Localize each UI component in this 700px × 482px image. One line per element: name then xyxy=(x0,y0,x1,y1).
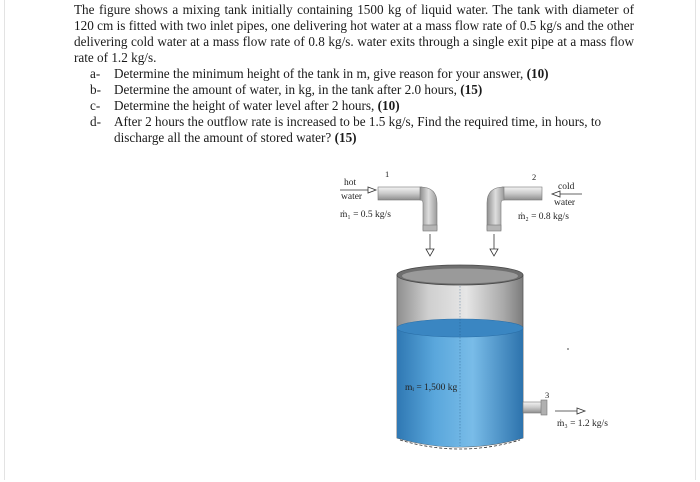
inlet-1-flow-rate: ṁ₁ = 0.5 kg/s xyxy=(340,210,391,220)
inlet-2-number: 2 xyxy=(532,172,537,182)
question-text: After 2 hours the outflow rate is increased to be 1.5 kg/s, Find the required time, in hours, to discharge all the amount of stored water? xyxy=(114,114,602,145)
inlet-pipe-hot xyxy=(378,187,437,231)
question-marks: (15) xyxy=(334,130,357,145)
question-marks: (10) xyxy=(526,66,549,81)
inlet-2-name-bottom: water xyxy=(554,198,576,208)
exit-number: 3 xyxy=(545,390,550,400)
initial-mass-label: mᵢ = 1,500 kg xyxy=(405,383,458,393)
question-label: c- xyxy=(90,98,101,113)
question-label: d- xyxy=(90,114,101,129)
inlet-pipe-cold xyxy=(487,187,542,231)
inlet-2-flow-rate: ṁ₂ = 0.8 kg/s xyxy=(518,212,569,222)
problem-intro: The figure shows a mixing tank initially containing 1500 kg of liquid water. The tank with diameter of 120 cm is fitted with two inlet pipes, one delivering hot water at a mass flow rate of 0.5 kg/s and the other delivering cold water at a mass flow rate of 0.8 kg/s. water exits through a single exit pipe at a mass flow rate of 1.2 kg/s. xyxy=(74,2,634,65)
question-text: Determine the minimum height of the tank in m, give reason for your answer, xyxy=(114,66,527,81)
exit-pipe xyxy=(523,400,547,415)
inlet-1-name-top: hot xyxy=(344,178,357,188)
question-text: Determine the height of water level after 2 hours, xyxy=(114,98,378,113)
tank xyxy=(397,265,523,449)
inlet-2-name-top: cold xyxy=(558,182,575,192)
stray-dot xyxy=(567,348,569,350)
inlet-1-number: 1 xyxy=(385,169,390,179)
exit-flow-rate: ṁ₃ = 1.2 kg/s xyxy=(557,419,608,429)
question-marks: (10) xyxy=(377,98,400,113)
question-label: a- xyxy=(90,66,101,81)
question-marks: (15) xyxy=(460,82,483,97)
outflow-arrow xyxy=(555,408,585,414)
inlet-1-name-bottom: water xyxy=(341,192,363,202)
inflow-arrow-cold xyxy=(490,234,498,256)
inflow-arrow-hot xyxy=(426,234,434,256)
question-label: b- xyxy=(90,82,101,97)
question-text: Determine the amount of water, in kg, in the tank after 2.0 hours, xyxy=(114,82,461,97)
